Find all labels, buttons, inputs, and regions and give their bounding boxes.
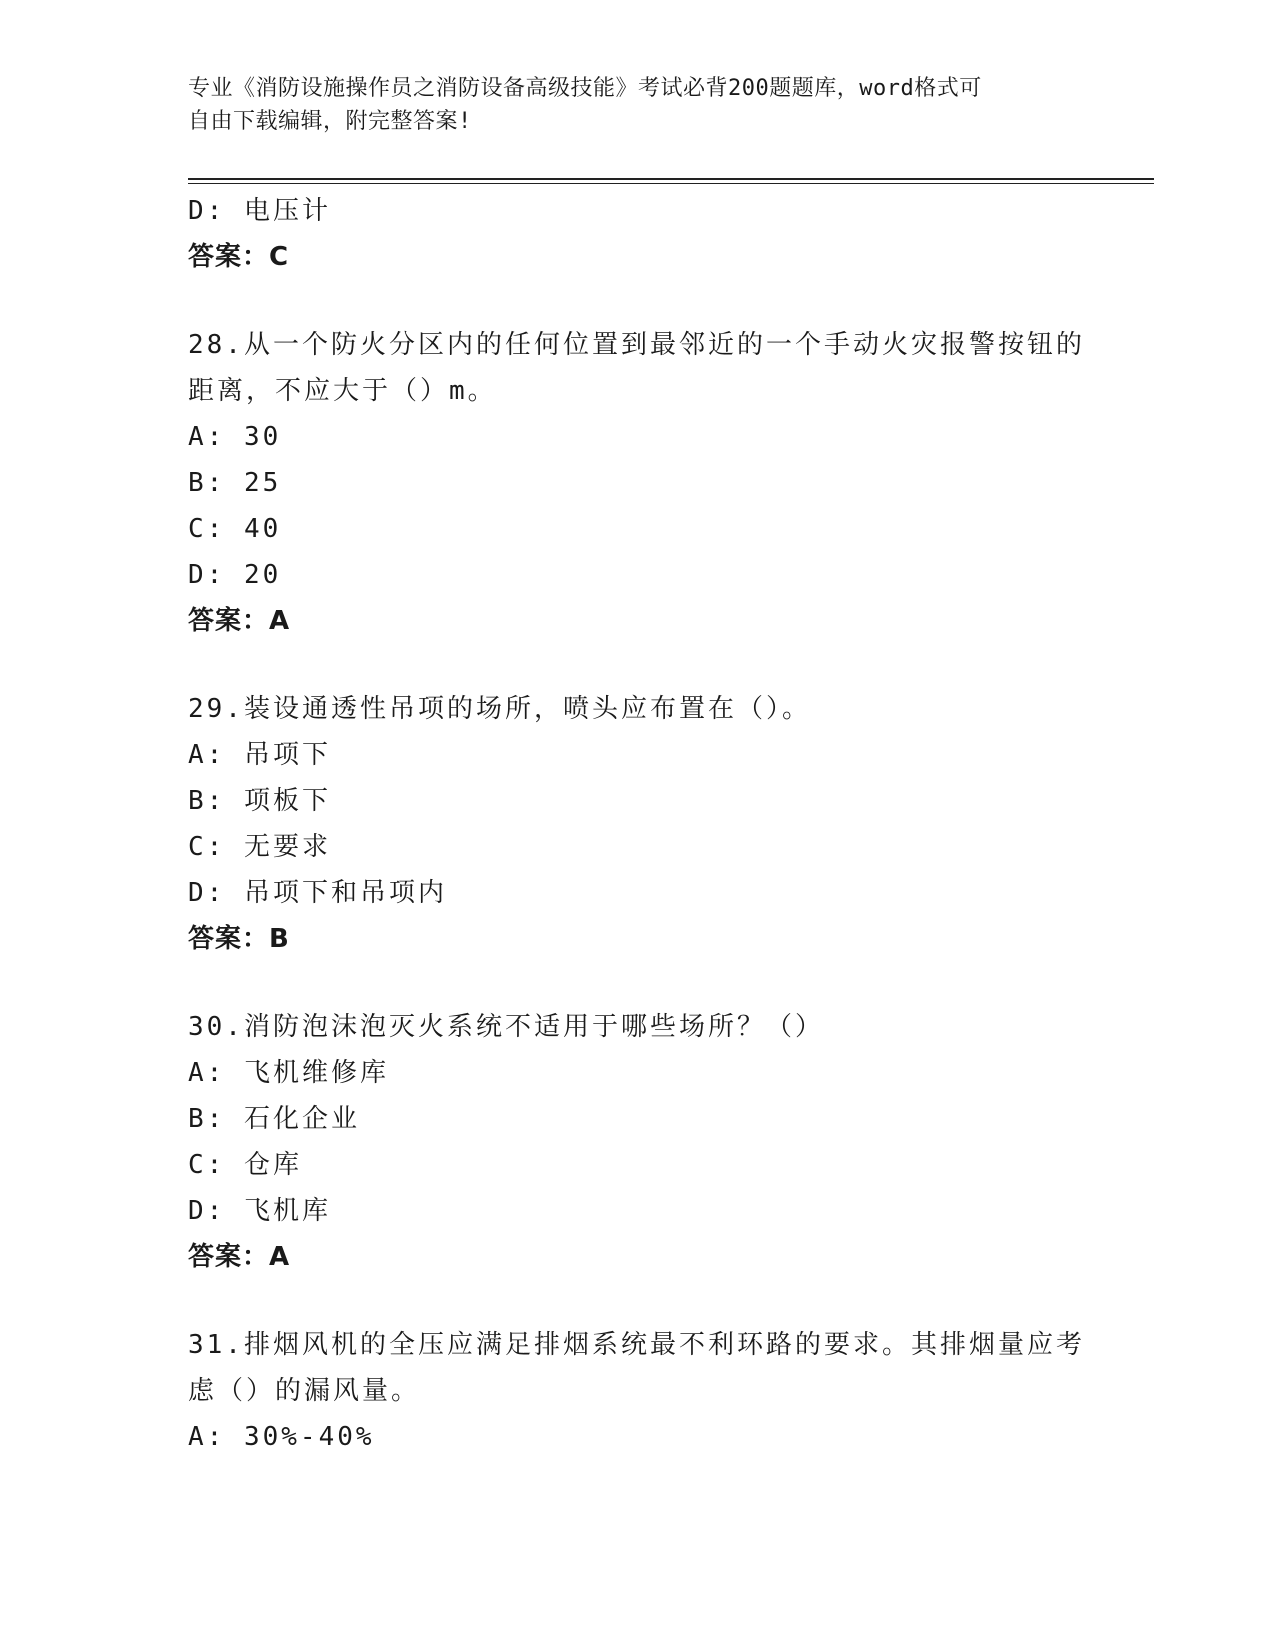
option-a: A: 30 bbox=[188, 422, 282, 452]
option-c: C: 仓库 bbox=[188, 1150, 302, 1180]
option-a: A: 30%-40% bbox=[188, 1422, 375, 1452]
header-divider-thick bbox=[188, 178, 1154, 180]
option-a: A: 吊项下 bbox=[188, 740, 331, 770]
header-divider-thin bbox=[188, 183, 1154, 184]
question-30 bbox=[188, 1004, 1088, 1280]
question-text-line-2: 距离，不应大于（）m。 bbox=[188, 376, 497, 406]
option-b: B: 25 bbox=[188, 468, 282, 498]
option-a: A: 飞机维修库 bbox=[188, 1058, 389, 1088]
previous-question-tail bbox=[188, 188, 1088, 280]
question-text-line-1: 30.消防泡沫泡灭火系统不适用于哪些场所？（） bbox=[188, 1012, 824, 1042]
answer-line: 答案：B bbox=[188, 924, 290, 954]
question-text-line-1: 29.装设通透性吊项的场所，喷头应布置在（）。 bbox=[188, 694, 811, 724]
document-content bbox=[188, 188, 1088, 1460]
question-29 bbox=[188, 686, 1088, 962]
answer-line: 答案：A bbox=[188, 606, 291, 636]
option-b: B: 项板下 bbox=[188, 786, 331, 816]
header-line-1: 专业《消防设施操作员之消防设备高级技能》考试必背200题题库，word格式可 bbox=[188, 76, 982, 101]
option-d: D: 20 bbox=[188, 560, 282, 590]
question-28 bbox=[188, 322, 1088, 644]
question-text-line-1: 28.从一个防火分区内的任何位置到最邻近的一个手动火灾报警按钮的 bbox=[188, 330, 1085, 360]
page-header bbox=[188, 72, 1088, 138]
option-c: C: 无要求 bbox=[188, 832, 331, 862]
option-d: D: 电压计 bbox=[188, 196, 331, 226]
question-text-line-2: 虑（）的漏风量。 bbox=[188, 1376, 421, 1406]
option-d: D: 飞机库 bbox=[188, 1196, 331, 1226]
header-line-2: 自由下载编辑，附完整答案! bbox=[188, 109, 472, 134]
question-31 bbox=[188, 1322, 1088, 1460]
option-c: C: 40 bbox=[188, 514, 282, 544]
answer-line: 答案：C bbox=[188, 242, 290, 272]
option-b: B: 石化企业 bbox=[188, 1104, 360, 1134]
question-text-line-1: 31.排烟风机的全压应满足排烟系统最不利环路的要求。其排烟量应考 bbox=[188, 1330, 1085, 1360]
option-d: D: 吊项下和吊项内 bbox=[188, 878, 447, 908]
answer-line: 答案：A bbox=[188, 1242, 291, 1272]
